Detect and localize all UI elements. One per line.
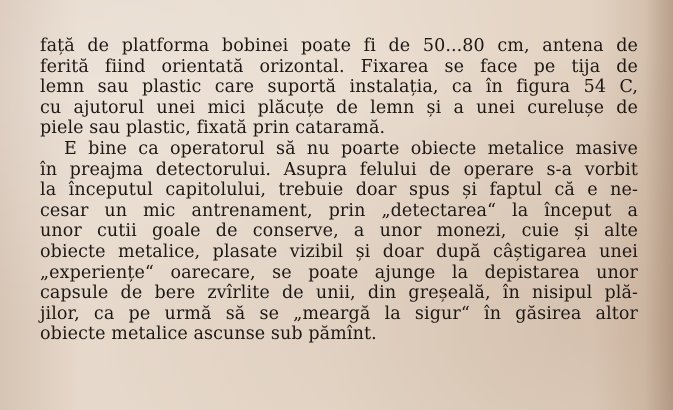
- page-edge-shadow: [645, 0, 673, 410]
- text-line-10: unor cutii goale de conserve, a unor monezi, cuie și alte: [40, 221, 638, 242]
- body-text: [40, 36, 638, 345]
- text-line-3: lemn sau plastic care suportă instalația, ca în figura 54 C,: [40, 77, 638, 98]
- text-line-11: obiecte metalice, plasate vizibil și doar după câștigarea unei: [40, 241, 638, 262]
- text-line-13: capsule de bere zvîrlite de unii, din greșeală, în nisipul plă-: [40, 283, 638, 304]
- text-line-15: obiecte metalice ascunse sub pămînt.: [40, 324, 377, 345]
- text-line-7: în preajma detectorului. Asupra felului de operare s-a vorbit: [40, 159, 638, 180]
- text-line-8: la începutul capitolului, trebuie doar spus și faptul că e ne-: [40, 180, 638, 201]
- text-line-2: ferită fiind orientată orizontal. Fixarea se face pe tija de: [40, 56, 638, 77]
- text-line-5: piele sau plastic, fixată prin cataramă.: [40, 118, 386, 139]
- text-line-9: cesar un mic antrenament, prin „detectarea“ la început a: [40, 200, 638, 221]
- text-line-1: față de platforma bobinei poate fi de 50...80 cm, antena de: [40, 36, 638, 56]
- text-line-14: jilor, ca pe urmă să se „meargă la sigur“ în găsirea altor: [40, 303, 638, 324]
- text-line-4: cu ajutorul unei mici plăcuțe de lemn și a unei curelușe de: [40, 97, 638, 118]
- text-line-6: E bine ca operatorul să nu poarte obiecte metalice masive: [64, 138, 638, 159]
- text-line-12: „experiențe“ oarecare, se poate ajunge la depistarea unor: [40, 262, 638, 283]
